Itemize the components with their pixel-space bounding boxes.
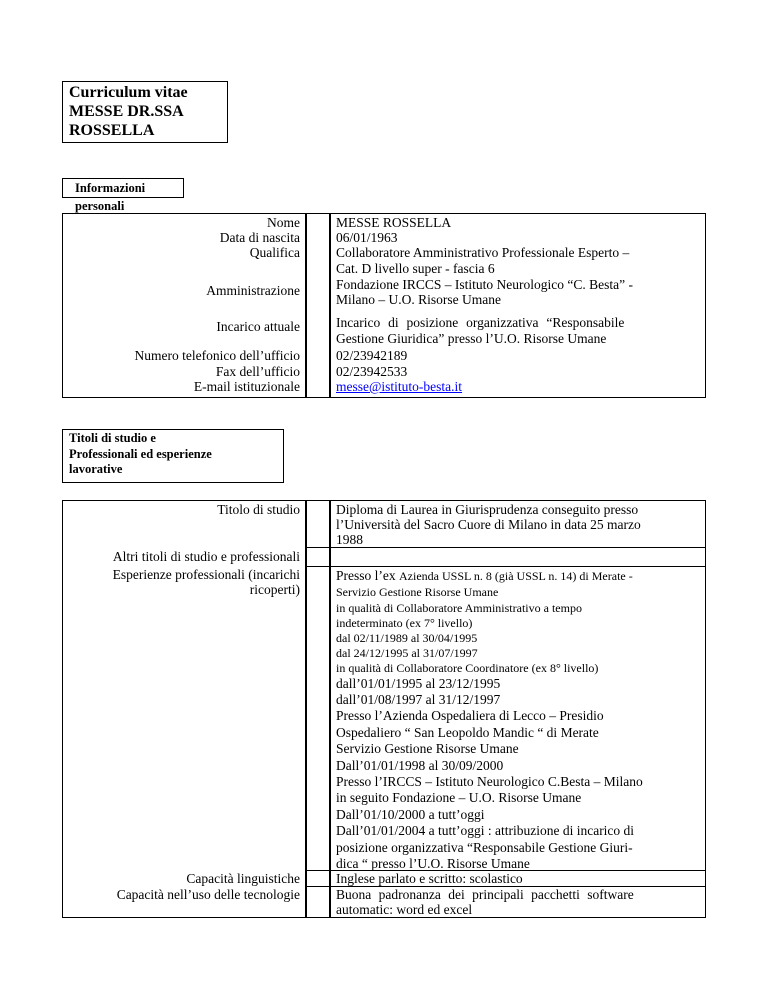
experience-text: Presso l’ex bbox=[336, 568, 399, 583]
value-telefono: 02/23942189 bbox=[336, 348, 408, 363]
row-divider bbox=[306, 547, 706, 548]
experience-text: dall’01/08/1997 al 31/12/1997 bbox=[336, 692, 501, 707]
experience-text-small: in qualità di Collaboratore Amministrativo a tempo bbox=[336, 600, 582, 615]
experience-text: Presso l’Azienda Ospedaliera di Lecco – Presidio bbox=[336, 708, 604, 724]
experience-line bbox=[336, 839, 633, 857]
value-data-nascita: 06/01/1963 bbox=[336, 230, 398, 245]
label-esperienze-1: Esperienze professionali (incarichi bbox=[112, 567, 300, 582]
label-lingue: Capacità linguistiche bbox=[186, 871, 300, 886]
value-incarico-1: Incarico di posizione organizzativa “Responsabile bbox=[336, 315, 625, 330]
label-fax: Fax dell’ufficio bbox=[215, 364, 300, 379]
experience-text-small: in qualità di Collaboratore Coordinatore (ex 8° livello) bbox=[336, 661, 599, 676]
label-email: E-mail istituzionale bbox=[193, 379, 300, 394]
label-amministrazione: Amministrazione bbox=[206, 283, 300, 298]
experience-text: dica “ presso l’U.O. Risorse Umane bbox=[336, 856, 530, 871]
cv-title-box bbox=[62, 81, 228, 143]
spacer-cell bbox=[306, 213, 330, 398]
label-incarico: Incarico attuale bbox=[216, 319, 300, 334]
experience-line bbox=[336, 789, 581, 807]
studies-heading bbox=[62, 429, 284, 483]
value-incarico-2: Gestione Giuridica” presso l’U.O. Risorse Umane bbox=[336, 331, 607, 346]
value-tecnologie-2: automatic: word ed excel bbox=[336, 902, 473, 917]
studies-heading-line: Titoli di studio e bbox=[69, 431, 156, 445]
experience-text: Dall’01/10/2000 a tutt’oggi bbox=[336, 806, 485, 822]
experience-line bbox=[336, 757, 503, 775]
value-titolo-1: Diploma di Laurea in Giurisprudenza conseguito presso bbox=[336, 502, 639, 517]
experience-text: Ospedaliero “ San Leopoldo Mandic “ di Merate bbox=[336, 724, 599, 740]
cv-title-line: Curriculum vitae bbox=[69, 84, 188, 101]
label-altri-titoli: Altri titoli di studio e professionali bbox=[112, 549, 300, 564]
value-amministrazione-2: Milano – U.O. Risorse Umane bbox=[336, 292, 501, 307]
value-titolo-2: l’Università del Sacro Cuore di Milano in data 25 marzo bbox=[336, 517, 641, 532]
experience-line bbox=[336, 691, 500, 709]
label-esperienze-2: ricoperti) bbox=[249, 582, 300, 597]
experience-line bbox=[336, 822, 634, 840]
label-tecnologie: Capacità nell’uso delle tecnologie bbox=[116, 887, 300, 902]
experience-text-small: indeterminato (ex 7° livello) bbox=[336, 615, 473, 630]
cv-name-line: MESSE DR.SSA bbox=[69, 103, 184, 120]
experience-line bbox=[336, 724, 599, 742]
experience-text: posizione organizzativa “Responsabile Gestione Giuri- bbox=[336, 839, 633, 855]
experience-line bbox=[336, 806, 484, 824]
value-lingue: Inglese parlato e scritto: scolastico bbox=[336, 871, 523, 886]
value-fax: 02/23942533 bbox=[336, 364, 408, 379]
experience-text-small: Servizio Gestione Risorse Umane bbox=[336, 585, 499, 600]
value-amministrazione-1: Fondazione IRCCS – Istituto Neurologico “C. Besta” - bbox=[336, 277, 633, 292]
label-qualifica: Qualifica bbox=[249, 245, 300, 260]
value-qualifica-1: Collaboratore Amministrativo Professionale Esperto – bbox=[336, 245, 630, 260]
experience-line bbox=[336, 707, 604, 725]
label-nome: Nome bbox=[267, 215, 300, 230]
email-link[interactable]: messe@istituto-besta.it bbox=[336, 379, 463, 394]
label-data-nascita: Data di nascita bbox=[219, 230, 300, 245]
value-nome: MESSE ROSSELLA bbox=[336, 215, 452, 230]
cv-name-line: ROSSELLA bbox=[69, 122, 155, 139]
experience-text: dall’01/01/1995 al 23/12/1995 bbox=[336, 675, 501, 691]
experience-line bbox=[336, 740, 519, 758]
experience-text: Dall’01/01/1998 al 30/09/2000 bbox=[336, 757, 504, 773]
studies-heading-line: lavorative bbox=[69, 462, 123, 476]
experience-text-small: dal 02/11/1989 al 30/04/1995 bbox=[336, 631, 478, 645]
experience-text-small: dal 24/12/1995 al 31/07/1997 bbox=[336, 646, 478, 661]
studies-heading-line: Professionali ed esperienze bbox=[69, 446, 212, 461]
experience-text-small: Azienda USSL n. 8 (già USSL n. 14) di Merate - bbox=[399, 569, 633, 583]
experience-text: Presso l’IRCCS – Istituto Neurologico C.Besta – Milano bbox=[336, 774, 643, 789]
value-tecnologie-1: Buona padronanza dei principali pacchetti software bbox=[336, 887, 634, 902]
experience-line bbox=[336, 773, 643, 791]
value-qualifica-2: Cat. D livello super - fascia 6 bbox=[336, 261, 495, 276]
label-titolo-studio: Titolo di studio bbox=[217, 502, 300, 517]
value-titolo-3: 1988 bbox=[336, 532, 363, 547]
experience-line bbox=[336, 675, 500, 693]
experience-text: in seguito Fondazione – U.O. Risorse Umane bbox=[336, 790, 582, 806]
experience-line bbox=[336, 567, 633, 585]
personal-info-heading: Informazioni personali bbox=[62, 178, 184, 198]
experience-text: Servizio Gestione Risorse Umane bbox=[336, 741, 519, 757]
spacer-cell bbox=[306, 500, 330, 918]
label-telefono: Numero telefonico dell’ufficio bbox=[134, 348, 300, 363]
experience-text: Dall’01/01/2004 a tutt’oggi : attribuzione di incarico di bbox=[336, 823, 635, 839]
